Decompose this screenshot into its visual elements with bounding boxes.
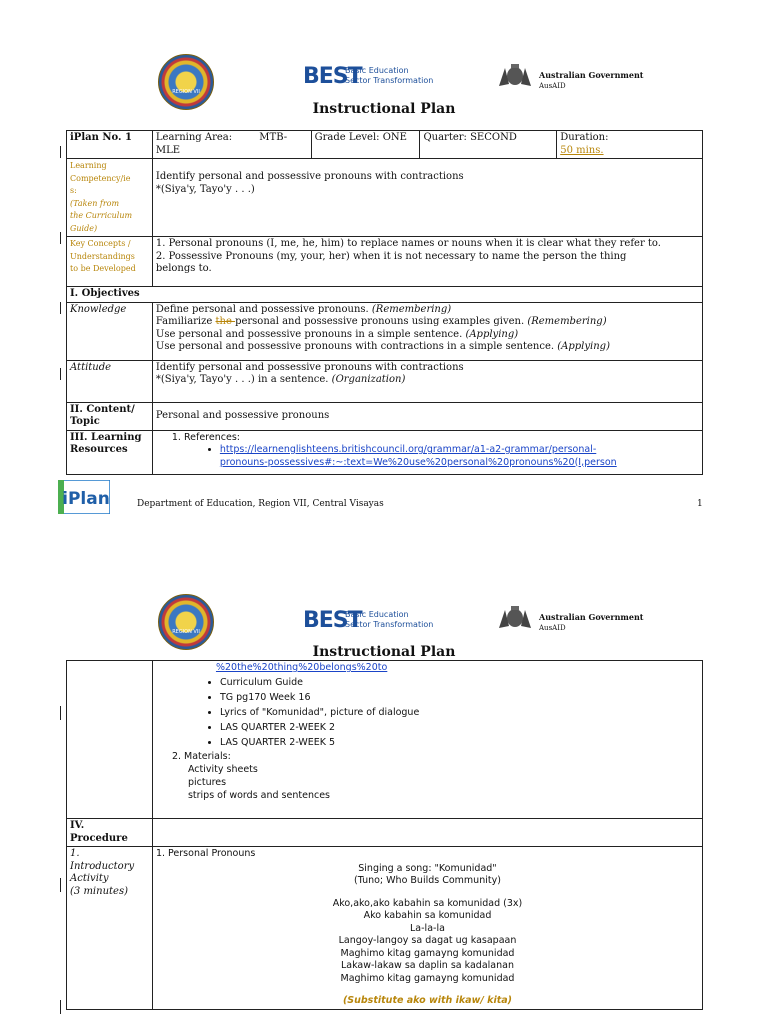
objectives-header: I. Objectives: [67, 287, 703, 303]
table-row: [67, 237, 703, 287]
list-item: • LAS QUARTER 2-WEEK 2: [220, 720, 699, 735]
best-line1: Basic Education: [345, 610, 409, 619]
lyric-line: Lakaw-lakaw sa daplin sa kadalanan: [340, 960, 514, 971]
competency-label: Learning Competency/ie s: (Taken from the Curriculum Guide): [67, 159, 153, 237]
attitude-label: Attitude: [67, 360, 153, 402]
intro-activity-text: [152, 847, 702, 1010]
list-item: Activity sheets: [187, 763, 258, 775]
lyric-line: Maghimo kitag gamayng komunidad: [340, 947, 515, 959]
materials-label: 2. Materials:: [171, 750, 231, 762]
attitude-text: Identify personal and possessive pronouns with contractions *(Siya'y, Tayo'y . . .) in a sentence. (Organization): [152, 360, 702, 402]
knowledge-text: Define personal and possessive pronouns. (Remembering) Familiarize the personal and possessive pronouns using examples given. (Remembering) Use personal and possessive pronouns in a simple sentence. (Applying) Use personal and possessive pronouns with contractions in a simple sentence. (Applying): [152, 302, 702, 360]
iplan-logo-text: iPlan: [62, 489, 110, 509]
song-title: Singing a song: "Komunidad": [358, 862, 497, 874]
iplan-logo-icon: [58, 480, 110, 514]
revision-bar: [60, 302, 61, 314]
revision-bar: [60, 706, 61, 720]
learning-area-cell: [152, 131, 311, 159]
best-line2: Sector Transformation: [345, 76, 434, 85]
list-item: • LAS QUARTER 2-WEEK 5: [220, 735, 699, 750]
seal-text: REGION VII: [172, 89, 200, 95]
instructional-plan-table-continued: [66, 660, 703, 1010]
revision-bar: [60, 146, 61, 158]
table-row: [67, 661, 703, 819]
lyric-line: Ako,ako,ako kabahin sa komunidad (3x): [332, 897, 523, 909]
intro-activity-label: 1. Introductory Activity (3 minutes): [67, 847, 153, 1010]
table-row: [67, 819, 703, 847]
lyric-line: Langoy-langoy sa dagat ug kasapaan: [338, 935, 517, 946]
table-row: [67, 402, 703, 430]
deped-seal-logo: [158, 594, 214, 650]
footer-text: Department of Education, Region VII, Central Visayas: [137, 499, 384, 509]
ausgov-line2: AusAID: [539, 82, 566, 90]
resources-text: 1. References: • https://learnenglishteens.britishcouncil.org/grammar/a1-a2-grammar/personal- pronouns-possessives#:~:text=We%20use%20personal%20pronouns%20(I,person: [152, 430, 702, 474]
list-item: • Lyrics of "Komunidad", picture of dialogue: [220, 705, 699, 720]
table-row: [67, 287, 703, 303]
key-concepts-label: Key Concepts / Understandings to be Developed: [67, 237, 153, 287]
table-row: [67, 847, 703, 1010]
song-tune: (Tuno; Who Builds Community): [354, 875, 501, 886]
table-row: [67, 360, 703, 402]
instructional-plan-table: [66, 130, 703, 475]
revision-bar: [60, 1000, 61, 1014]
learning-area-value2: MLE: [155, 144, 181, 156]
quarter: Quarter: SECOND: [420, 131, 557, 159]
reference-link[interactable]: • https://learnenglishteens.britishcouncil.org/grammar/a1-a2-grammar/personal- pronouns-possessives#:~:text=We%20use%20personal%20pronouns%20(I,person: [220, 444, 699, 469]
crest-icon: [497, 62, 533, 90]
revision-bar: [60, 232, 61, 244]
key-concepts-text: 1. Personal pronouns (I, me, he, him) to replace names or nouns when it is clear what they refer to. 2. Possessive Pronouns (my, your, her) when it is not necessary to name the person the thing belongs to.: [152, 237, 702, 287]
lyric-line: Maghimo kitag gamayng komunidad: [340, 972, 515, 984]
grade-level: Grade Level: ONE: [311, 131, 420, 159]
best-logo: [303, 64, 434, 89]
content-text: Personal and possessive pronouns: [152, 402, 702, 430]
learning-area-value: MTB-: [259, 132, 288, 143]
table-row: [67, 131, 703, 159]
seal-text: REGION VII: [172, 629, 200, 635]
content-label: II. Content/ Topic: [67, 402, 153, 430]
list-item: strips of words and sentences: [187, 789, 330, 801]
table-row: [67, 159, 703, 237]
knowledge-label: Knowledge: [67, 302, 153, 360]
duration-cell: [557, 131, 703, 159]
list-item: • Curriculum Guide: [220, 675, 699, 690]
best-logo-text: BEST: [303, 608, 362, 633]
resources-label: III. Learning Resources: [67, 430, 153, 474]
resources-continued: [152, 661, 702, 819]
list-item: pictures: [187, 776, 227, 788]
personal-pronouns-heading: 1. Personal Pronouns: [155, 848, 256, 859]
table-row: [67, 302, 703, 360]
best-logo: [303, 608, 434, 633]
page2-title: Instructional Plan: [312, 644, 456, 660]
substitute-note: (Substitute ako with ikaw/ kita): [342, 995, 513, 1006]
revision-bar: [60, 368, 61, 380]
ausgov-line1: Australian Government: [539, 612, 644, 622]
page-number: 1: [697, 499, 703, 509]
learning-area-label: Learning Area:: [155, 132, 233, 143]
revision-bar: [60, 878, 61, 892]
duration-label: Duration:: [560, 132, 609, 143]
ausgov-line2: AusAID: [539, 624, 566, 632]
page1-title: Instructional Plan: [312, 101, 456, 117]
ausgov-line1: Australian Government: [539, 70, 644, 80]
crest-icon: [497, 604, 533, 632]
duration-value: 50 mins.: [560, 144, 604, 156]
lyric-line: Ako kabahin sa komunidad: [363, 910, 492, 921]
best-line2: Sector Transformation: [345, 620, 434, 629]
procedure-label: IV. Procedure: [67, 819, 153, 847]
reference-link-continued[interactable]: %20the%20thing%20belongs%20to: [215, 662, 388, 673]
list-item: • TG pg170 Week 16: [220, 690, 699, 705]
best-logo-text: BEST: [303, 64, 362, 89]
lyric-line: La-la-la: [410, 922, 445, 934]
reference-list: [156, 675, 699, 750]
competency-text: Identify personal and possessive pronouns with contractions *(Siya'y, Tayo'y . . .): [152, 159, 702, 237]
iplan-number: iPlan No. 1: [67, 131, 153, 159]
table-row: [67, 430, 703, 474]
best-line1: Basic Education: [345, 66, 409, 75]
